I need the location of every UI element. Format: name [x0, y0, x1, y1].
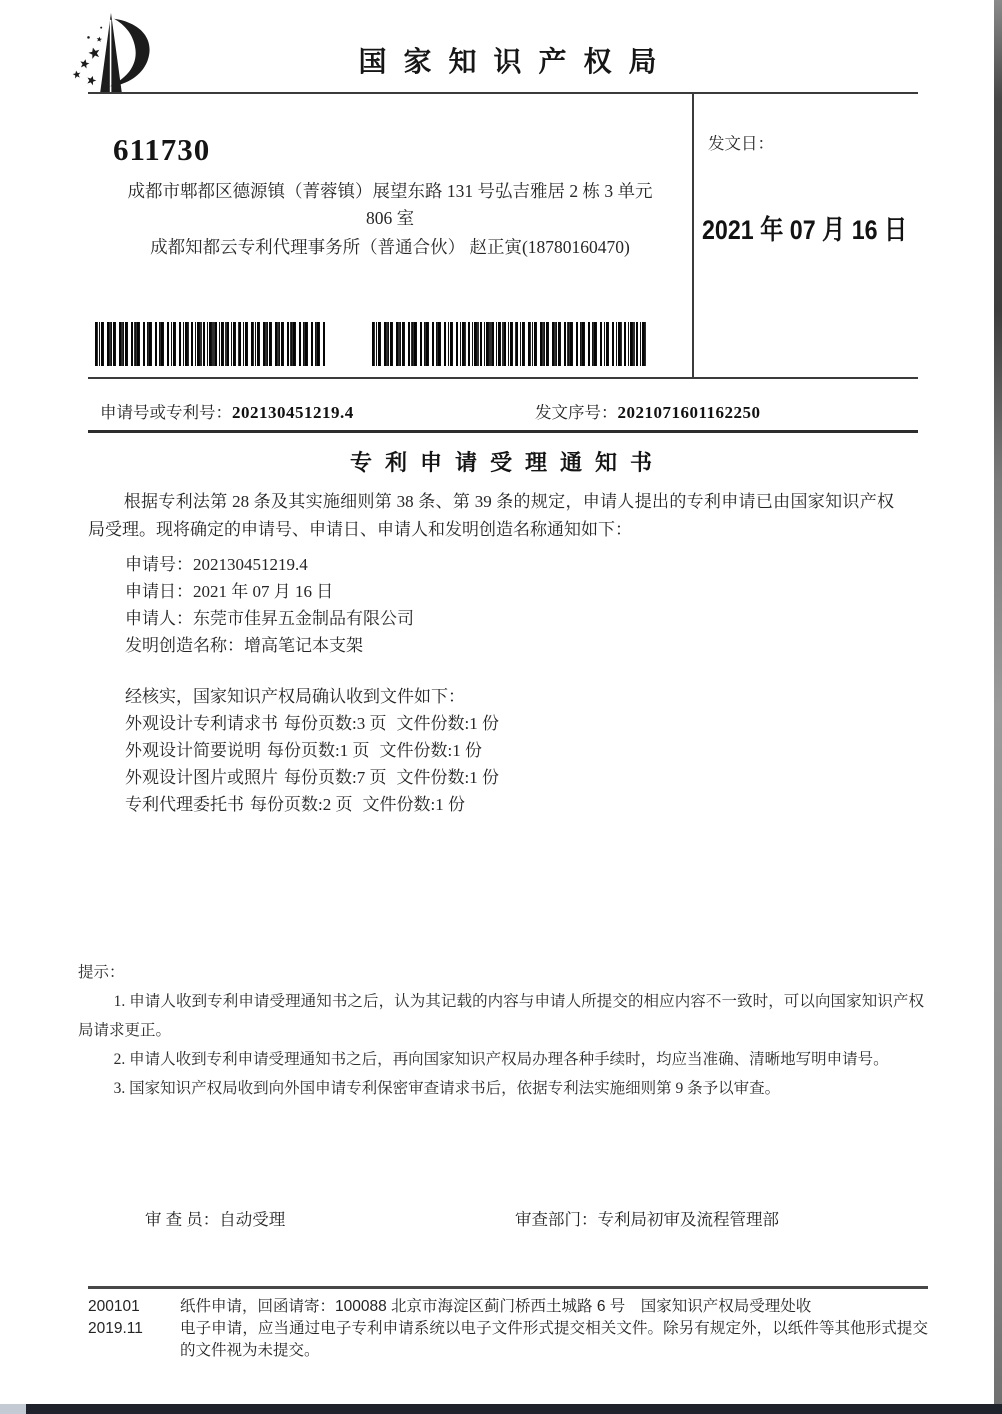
footer-paper-note: 纸件申请，回函请寄：100088 北京市海淀区蓟门桥西土城路 6 号 国家知识产权局受理处收	[180, 1298, 812, 1315]
recipient-address-line2: 806 室	[365, 208, 415, 228]
form-date: 2019.11	[88, 1320, 143, 1337]
serial-number-label: 发文序号：	[535, 403, 618, 422]
field-value: 202130451219.4	[193, 555, 308, 574]
agency-title: 国家知识产权局	[358, 46, 674, 77]
signature-row	[88, 1206, 918, 1236]
examiner	[145, 1206, 285, 1230]
recipient-postal-code: 611730	[113, 132, 211, 167]
received-doc-row	[125, 764, 920, 791]
doc-name: 外观设计图片或照片	[125, 768, 278, 787]
footer-notes	[180, 1296, 928, 1362]
notice-title: 专利申请受理通知书	[349, 450, 665, 475]
field-label: 申请人：	[125, 609, 193, 628]
scan-edge-right	[994, 0, 1002, 1414]
application-number-value: 202130451219.4	[232, 403, 354, 422]
issue-date-box	[694, 92, 918, 379]
doc-pages: 每份页数:2 页	[250, 795, 353, 814]
received-documents	[125, 683, 920, 818]
field-label: 申请日：	[125, 582, 193, 601]
tips-section	[78, 958, 924, 1103]
doc-copies: 文件份数:1 份	[396, 768, 499, 787]
recipient-block	[88, 100, 692, 261]
barcode-image	[95, 322, 325, 366]
doc-pages: 每份页数:1 页	[267, 741, 370, 760]
field-value: 增高笔记本支架	[244, 636, 363, 655]
field-label: 发明创造名称：	[125, 636, 244, 655]
form-codes	[88, 1296, 143, 1340]
department-label: 审查部门：	[515, 1210, 598, 1229]
recipient-agent-line: 成都知都云专利代理事务所（普通合伙） 赵正寅(18780160470)	[150, 237, 630, 257]
tip-item-3: 3. 国家知识产权局收到向外国申请专利保密审查请求书后，依据专利法实施细则第 9 条予以审查。	[113, 1080, 781, 1097]
application-fields	[125, 551, 920, 659]
issue-date-value: 2021 年 07 月 16 日	[702, 215, 908, 245]
doc-copies: 文件份数:1 份	[396, 714, 499, 733]
examiner-label: 审 查 员：	[145, 1210, 220, 1229]
notice-body	[88, 488, 920, 818]
numbers-row-rule	[88, 430, 918, 433]
received-doc-row	[125, 791, 920, 818]
department-value: 专利局初审及流程管理部	[597, 1210, 779, 1229]
tips-heading: 提示：	[78, 964, 125, 981]
examination-department	[515, 1206, 779, 1230]
doc-name: 外观设计专利请求书	[125, 714, 278, 733]
recipient-address-line1: 成都市郫都区德源镇（菁蓉镇）展望东路 131 号弘吉雅居 2 栋 3 单元	[127, 181, 653, 201]
received-doc-row	[125, 710, 920, 737]
footer-electronic-note: 电子申请，应当通过电子专利申请系统以电子文件形式提交相关文件。除另有规定外，以纸件等其他形式提交的文件视为未提交。	[180, 1320, 928, 1359]
field-value: 东莞市佳昇五金制品有限公司	[193, 609, 414, 628]
field-filing-date	[125, 578, 920, 605]
field-value: 2021 年 07 月 16 日	[193, 582, 334, 601]
footer-rule	[88, 1286, 928, 1289]
doc-copies: 文件份数:1 份	[362, 795, 465, 814]
received-intro: 经核实，国家知识产权局确认收到文件如下：	[125, 687, 465, 706]
application-number	[100, 399, 354, 423]
doc-copies: 文件份数:1 份	[379, 741, 482, 760]
tip-item-2: 2. 申请人收到专利申请受理通知书之后，再向国家知识产权局办理各种手续时，均应当准确、清晰地写明申请号。	[113, 1051, 889, 1068]
doc-name: 外观设计简要说明	[125, 741, 261, 760]
barcode-image	[372, 322, 646, 366]
field-invention-title	[125, 632, 920, 659]
form-code: 200101	[88, 1298, 140, 1315]
field-application-number	[125, 551, 920, 578]
application-number-label: 申请号或专利号：	[100, 403, 232, 422]
doc-pages: 每份页数:7 页	[284, 768, 387, 787]
tip-item-1: 1. 申请人收到专利申请受理通知书之后，认为其记载的内容与申请人所提交的相应内容不一致时，可以向国家知识产权局请求更正。	[78, 993, 924, 1039]
examiner-value: 自动受理	[219, 1210, 286, 1229]
issue-date-label: 发文日：	[708, 134, 774, 153]
field-applicant	[125, 605, 920, 632]
numbers-row	[88, 396, 918, 430]
field-label: 申请号：	[125, 555, 193, 574]
scan-edge-bottom	[0, 1404, 1002, 1414]
doc-pages: 每份页数:3 页	[284, 714, 387, 733]
serial-number	[535, 399, 761, 423]
serial-number-value: 2021071601162250	[617, 403, 761, 422]
notice-intro-paragraph: 根据专利法第 28 条及其实施细则第 38 条、第 39 条的规定，申请人提出的专利申请已由国家知识产权局受理。现将确定的申请号、申请日、申请人和发明创造名称通知如下：	[88, 492, 894, 539]
received-doc-row	[125, 737, 920, 764]
doc-name: 专利代理委托书	[125, 795, 244, 814]
